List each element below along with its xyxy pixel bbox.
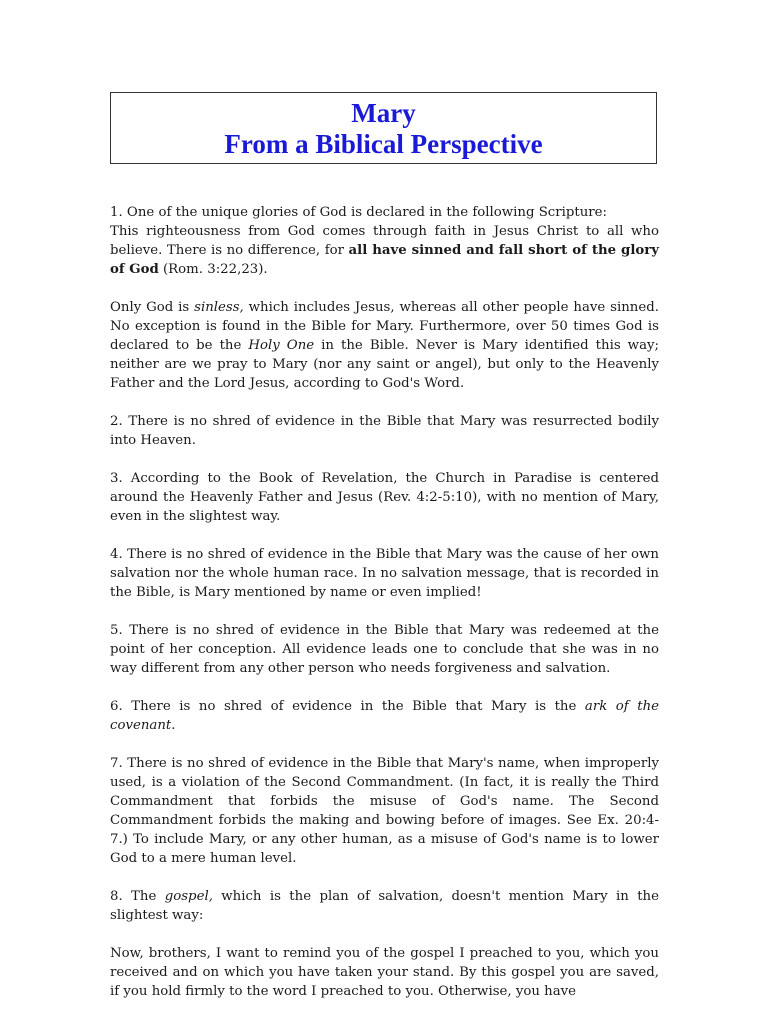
quote-reference: (Rom. 3:22,23). [158,262,268,277]
paragraph-point-2: 2. There is no shred of evidence in the Bible that Mary was resurrected bodily into Heaven. [110,414,659,448]
paragraph-1-intro [110,203,659,222]
paragraph-point-3: 3. According to the Book of Revelation, the Church in Paradise is centered around the Heavenly Father and Jesus (Rev. 4:2-5:10), with no mention of Mary, even in the slightest way. [110,471,659,524]
paragraph-1-intro-text: 1. One of the unique glories of God is declared in the following Scripture: [110,205,607,220]
paragraph-point-6 [110,697,659,735]
paragraph-point-4: 4. There is no shred of evidence in the Bible that Mary was the cause of her own salvation nor the whole human race. In no salvation message, that is recorded in the Bible, is Mary mentioned by name or even implied! [110,547,659,600]
paragraph-point-8-text-b: which is the plan of salvation, doesn't mention Mary in the slightest way: [110,889,659,923]
paragraph-gospel-quote: Now, brothers, I want to remind you of the gospel I preached to you, which you received and on which you have taken your stand. By this gospel you are saved, if you hold firmly to the word I preached to you. Otherwise, you have [110,946,659,999]
paragraph-point-7: 7. There is no shred of evidence in the Bible that Mary's name, when improperly used, is a violation of the Second Commandment. (In fact, it is really the Third Commandment that forbids the misuse of God's name. The Second Commandment forbids the making and bowing before of images. See Ex. 20:4-7.) To include Mary, or any other human, as a misuse of God's name is to lower God to a mere human level. [110,756,659,866]
paragraph-1-quote [110,222,659,279]
paragraph-point-8-text-a: 8. The [110,889,165,904]
title-main: Mary [351,98,416,128]
quote-text: This righteousness from God comes through faith in Jesus Christ to all who believe. There is no difference, for [110,224,659,258]
title-subtitle: From a Biblical Perspective [224,129,543,159]
paragraph-2-text-c: in the Bible. Never is Mary identified this way; neither are we pray to Mary (nor any saint or angel), but only to the Heavenly Father and the Lord Jesus, according to God's Word. [110,338,659,391]
paragraph-point-8 [110,887,659,925]
document-body [110,203,659,1020]
quote-bold-text: all have sinned and fall short of the glory of God [110,243,659,277]
paragraph-2-italic-holy-one: Holy One [248,338,315,353]
paragraph-point-6-text: 6. There is no shred of evidence in the Bible that Mary is the [110,699,585,714]
paragraph-2 [110,298,659,393]
title-box [110,92,657,164]
paragraph-2-text-b: which includes Jesus, whereas all other people have sinned. No exception is found in the Bible for Mary. Furthermore, over 50 times God is declared to be the [110,300,659,353]
paragraph-point-5: 5. There is no shred of evidence in the Bible that Mary was redeemed at the point of her conception. All evidence leads one to conclude that she was in no way different from any other person who needs forgiveness and salvation. [110,623,659,676]
paragraph-point-8-italic-gospel: gospel, [164,889,213,904]
paragraph-2-text-a: Only God is [110,300,195,315]
paragraph-2-italic-sinless: sinless, [194,300,244,315]
paragraph-point-6-italic: ark of the covenant. [110,699,660,733]
